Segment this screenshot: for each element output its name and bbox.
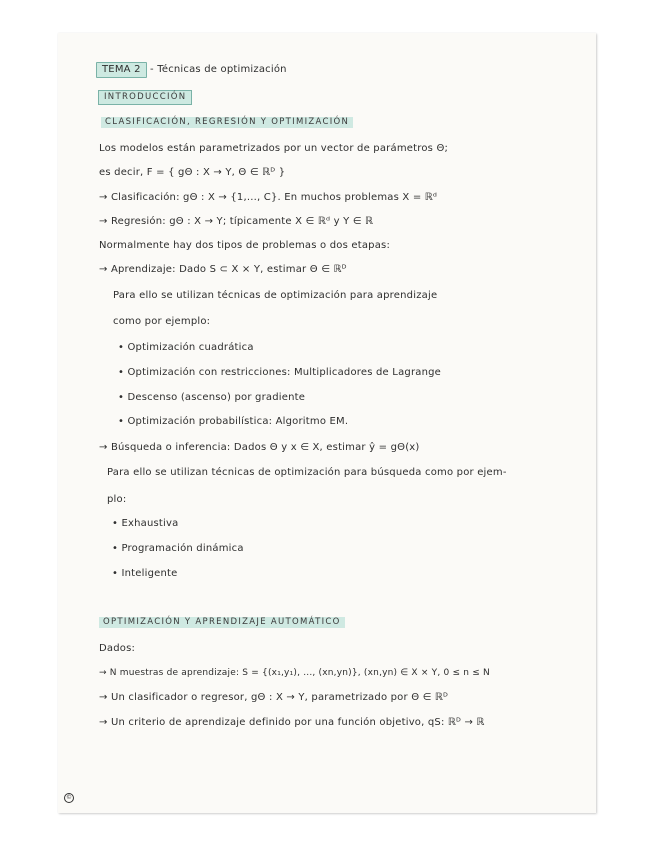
note-line: → Un clasificador o regresor, gΘ : X → Y, parametrizado por Θ ∈ ℝᴰ xyxy=(99,692,449,703)
note-line: → Un criterio de aprendizaje definido por una función objetivo, qS: ℝᴰ → ℝ xyxy=(99,717,485,728)
note-line: • Programación dinámica xyxy=(112,543,244,554)
note-line: → Búsqueda o inferencia: Dados Θ y x ∈ X, estimar ŷ = gΘ(x) xyxy=(99,442,420,453)
note-line: Normalmente hay dos tipos de problemas o dos etapas: xyxy=(99,240,391,251)
note-line: → Aprendizaje: Dado S ⊂ X × Y, estimar Θ ∈ ℝᴰ xyxy=(99,264,347,275)
note-line: Los modelos están parametrizados por un vector de parámetros Θ; xyxy=(99,143,449,154)
note-line: → N muestras de aprendizaje: S = {(x₁,y₁), ..., (xn,yn)}, (xn,yn) ∈ X × Y, 0 ≤ n ≤ N xyxy=(99,668,490,678)
tema-label: TEMA 2 xyxy=(96,62,147,78)
heading-clasificacion: CLASIFICACIÓN, REGRESIÓN Y OPTIMIZACIÓN xyxy=(101,117,353,127)
note-line: Para ello se utilizan técnicas de optimización para aprendizaje xyxy=(113,290,438,301)
note-line: Para ello se utilizan técnicas de optimización para búsqueda como por ejem- xyxy=(107,467,507,478)
page-title: Técnicas de optimización xyxy=(157,64,287,75)
heading-intro: INTRODUCCIÓN xyxy=(98,92,192,102)
copyright-mark: © xyxy=(66,794,72,801)
note-line: • Optimización cuadrática xyxy=(118,342,254,353)
note-line: • Inteligente xyxy=(112,568,178,579)
note-line: → Regresión: gΘ : X → Y; típicamente X ∈ ℝᵈ y Y ∈ ℝ xyxy=(99,216,374,227)
note-line: → Clasificación: gΘ : X → {1,..., C}. En muchos problemas X = ℝᵈ xyxy=(99,192,438,203)
title-dash: - xyxy=(150,64,154,75)
note-line: Dados: xyxy=(99,643,136,654)
note-line: • Optimización probabilística: Algoritmo EM. xyxy=(118,416,349,427)
note-line: es decir, F = { gΘ : X → Y, Θ ∈ ℝᴰ } xyxy=(99,167,286,178)
note-line: como por ejemplo: xyxy=(113,316,211,327)
heading-aprendizaje: OPTIMIZACIÓN Y APRENDIZAJE AUTOMÁTICO xyxy=(99,617,345,627)
title-row xyxy=(96,64,287,75)
note-line: • Descenso (ascenso) por gradiente xyxy=(118,392,306,403)
note-line: plo: xyxy=(107,494,127,505)
note-line: • Exhaustiva xyxy=(112,518,179,529)
note-line: • Optimización con restricciones: Multiplicadores de Lagrange xyxy=(118,367,442,378)
